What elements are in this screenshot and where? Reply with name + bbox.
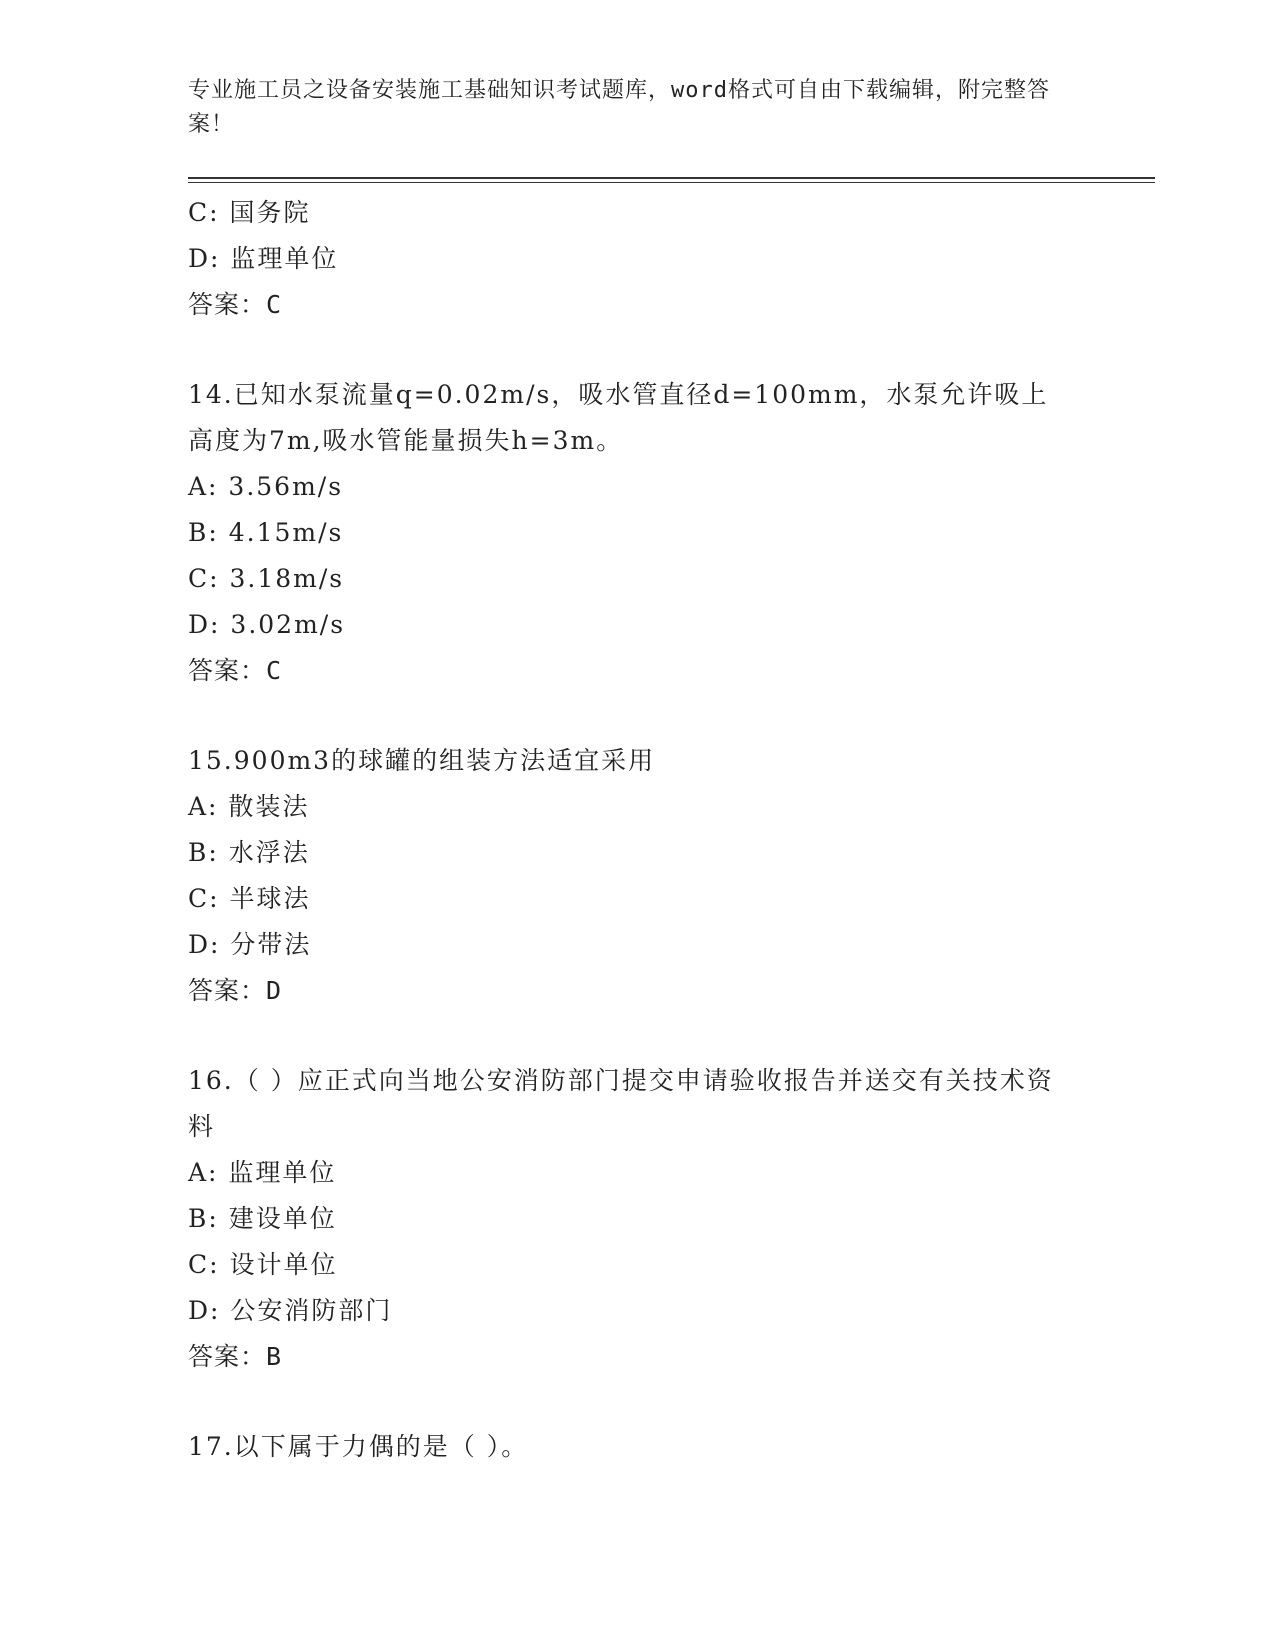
option-c: C: 半球法 (188, 884, 311, 913)
option-c: C: 国务院 (188, 198, 311, 227)
question-stem: 17.以下属于力偶的是（ ）。 (188, 1432, 529, 1461)
header-rule (188, 177, 1155, 179)
question-15 (188, 738, 1068, 1014)
question-stem: 16.（ ）应正式向当地公安消防部门提交申请验收报告并送交有关技术资料 (188, 1066, 1054, 1141)
answer-line: 答案：D (188, 976, 283, 1005)
option-d: D: 监理单位 (188, 244, 339, 273)
option-a: A: 监理单位 (188, 1158, 337, 1187)
option-d: D: 公安消防部门 (188, 1296, 393, 1325)
question-14 (188, 372, 1068, 694)
document-header: 专业施工员之设备安装施工基础知识考试题库，word格式可自由下载编辑，附完整答案！ (188, 78, 1050, 137)
option-a: A: 散装法 (188, 792, 310, 821)
option-b: B: 建设单位 (188, 1204, 337, 1233)
option-d: D: 3.02m/s (188, 610, 346, 639)
question-16 (188, 1058, 1068, 1380)
question-stem: 14.已知水泵流量q=0.02m/s，吸水管直径d=100mm，水泵允许吸上高度为7m,吸水管能量损失h=3m。 (188, 380, 1049, 455)
answer-line: 答案：C (188, 290, 283, 319)
header-rule-thin (188, 182, 1155, 183)
option-d: D: 分带法 (188, 930, 312, 959)
option-c: C: 3.18m/s (188, 564, 345, 593)
option-b: B: 4.15m/s (188, 518, 344, 547)
option-a: A: 3.56m/s (188, 472, 344, 501)
option-b: B: 水浮法 (188, 838, 310, 867)
question-stem: 15.900m3的球罐的组装方法适宜采用 (188, 746, 656, 775)
previous-question-tail (188, 190, 1068, 328)
option-c: C: 设计单位 (188, 1250, 338, 1279)
answer-line: 答案：B (188, 1342, 283, 1371)
question-17 (188, 1424, 1068, 1470)
answer-line: 答案：C (188, 656, 283, 685)
question-list (188, 190, 1068, 1470)
